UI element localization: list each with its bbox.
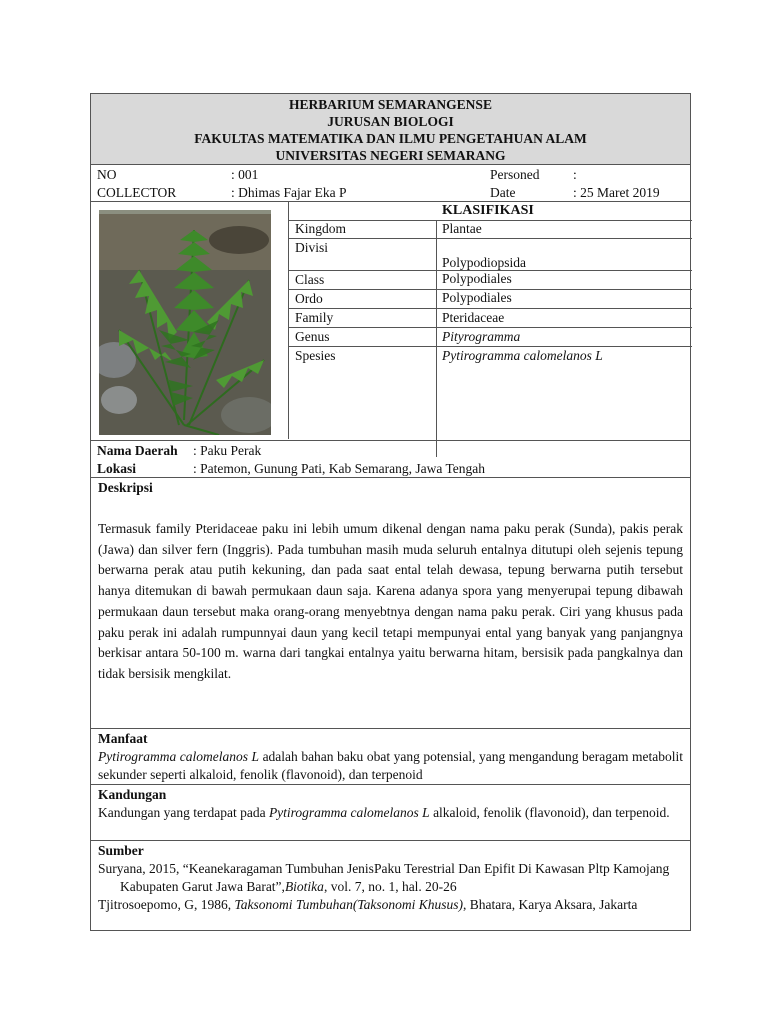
herbarium-header — [90, 93, 691, 164]
personed-value: : — [573, 167, 577, 182]
date-value: : 25 Maret 2019 — [573, 185, 660, 200]
sumber-section — [90, 840, 691, 931]
kandungan-after: alkaloid, fenolik (flavonoid), dan terpenoid. — [429, 805, 670, 820]
reference-2 — [98, 896, 683, 914]
deskripsi-label: Deskripsi — [98, 480, 153, 495]
family-label: Family — [295, 310, 334, 325]
classification-row — [289, 271, 692, 290]
specimen-photo — [99, 210, 271, 435]
kingdom-label: Kingdom — [295, 221, 347, 236]
lokasi-label: Lokasi — [97, 461, 137, 476]
genus-value: Pityrogramma — [442, 329, 521, 344]
family-value: Pteridaceae — [442, 310, 505, 325]
kandungan-before: Kandungan yang terdapat pada — [98, 805, 269, 820]
personed-label: Personed — [490, 167, 540, 182]
genus-label: Genus — [295, 329, 330, 344]
no-value: : 001 — [231, 167, 259, 182]
deskripsi-text: Termasuk family Pteridaceae paku ini lebih umum dikenal dengan nama paku perak (Sunda), pakis perak (Jawa) dan silver fern (Inggris). Pada tumbuhan masih muda seluruh entalnya ditutupi oleh sejenis tepung berwarna perak atau putih kekuning, dan pada saat ental telah dewasa, tepung berwarna putih tersebut hanya ditemukan di bawah permukaan daun saja. Karena adanya spora yang menyerupai tepung dibawah permukaan daun tersebut maka orang-orang menyebtnya dengan nama paku perak. Ciri yang khusus pada paku perak ini adalah rumpunnyai daun yang kecil tetapi mempunyai ental yang banyak yang panjangnya berkisar antara 50-100 m. warna dari tangkai entalnya yaitu berwarna hitam, bersisik pada pangkalnya dan tidak bersisik mengkilat. — [98, 521, 683, 681]
divisi-value: Polypodiopsida — [442, 255, 527, 270]
nama-daerah-value: : Paku Perak — [193, 443, 262, 458]
classification-title: KLASIFIKASI — [442, 203, 534, 218]
ref2-text: Tjitrosoepomo, G, 1986, — [98, 897, 235, 912]
manfaat-species: Pytirogramma calomelanos L — [98, 749, 260, 764]
class-value: Polypodiales — [442, 271, 512, 286]
spesies-value: Pytirogramma calomelanos L — [442, 348, 603, 363]
sumber-label: Sumber — [98, 843, 144, 858]
collector-value: : Dhimas Fajar Eka P — [231, 185, 347, 200]
classification-row — [289, 239, 692, 271]
divisi-label: Divisi — [295, 240, 329, 255]
header-line-2: JURUSAN BIOLOGI — [327, 114, 454, 129]
no-label: NO — [97, 167, 117, 182]
nama-daerah-label: Nama Daerah — [97, 443, 178, 458]
ref2-title: Taksonomi Tumbuhan(Taksonomi Khusus) — [234, 897, 464, 912]
classification-title-row — [289, 202, 692, 221]
header-line-4: UNIVERSITAS NEGERI SEMARANG — [275, 148, 506, 163]
header-line-3: FAKULTAS MATEMATIKA DAN ILMU PENGETAHUAN ALAM — [194, 131, 587, 146]
ordo-value: Polypodiales — [442, 290, 512, 305]
header-line-1: HERBARIUM SEMARANGENSE — [289, 97, 492, 112]
specimen-meta — [90, 164, 691, 201]
ref1-text: Suryana, 2015, “Keanekaragaman Tumbuhan JenisPaku Terestrial Dan Epifit Di Kawasan Pltp Kamojang Kabupaten Garut Jawa Barat”, — [98, 861, 670, 894]
lokasi-value: : Patemon, Gunung Pati, Kab Semarang, Jawa Tengah — [193, 461, 485, 476]
manfaat-label: Manfaat — [98, 731, 148, 746]
class-label: Class — [295, 272, 325, 287]
kandungan-label: Kandungan — [98, 787, 167, 802]
classification-row — [289, 347, 692, 439]
reference-1 — [98, 860, 683, 896]
deskripsi-section — [90, 477, 691, 728]
kingdom-value: Plantae — [442, 221, 482, 236]
manfaat-section — [90, 728, 691, 784]
date-label: Date — [490, 185, 516, 200]
spesies-label: Spesies — [295, 348, 336, 363]
kandungan-text — [98, 804, 683, 822]
classification-table — [288, 202, 692, 439]
location-block — [90, 440, 691, 477]
manfaat-text — [98, 748, 683, 784]
classification-row — [289, 309, 692, 328]
classification-block — [90, 201, 691, 440]
fern-photo-image — [99, 210, 271, 435]
ref1-journal: Biotika — [284, 879, 324, 894]
classification-row — [289, 220, 692, 239]
manfaat-body: adalah bahan baku obat yang potensial, yang mengandung beragam metabolit sekunder seperti alkaloid, fenolik (flavonoid), dan terpenoid — [98, 749, 683, 782]
ordo-label: Ordo — [295, 291, 323, 306]
collector-label: COLLECTOR — [97, 185, 177, 200]
kandungan-section — [90, 784, 691, 840]
classification-row — [289, 290, 692, 309]
kandungan-species: Pytirogramma calomelanos L — [268, 805, 430, 820]
classification-row — [289, 328, 692, 347]
herbarium-sheet — [90, 93, 691, 931]
ref2-details: , Bhatara, Karya Aksara, Jakarta — [463, 897, 638, 912]
ref1-details: , vol. 7, no. 1, hal. 20-26 — [323, 879, 457, 894]
